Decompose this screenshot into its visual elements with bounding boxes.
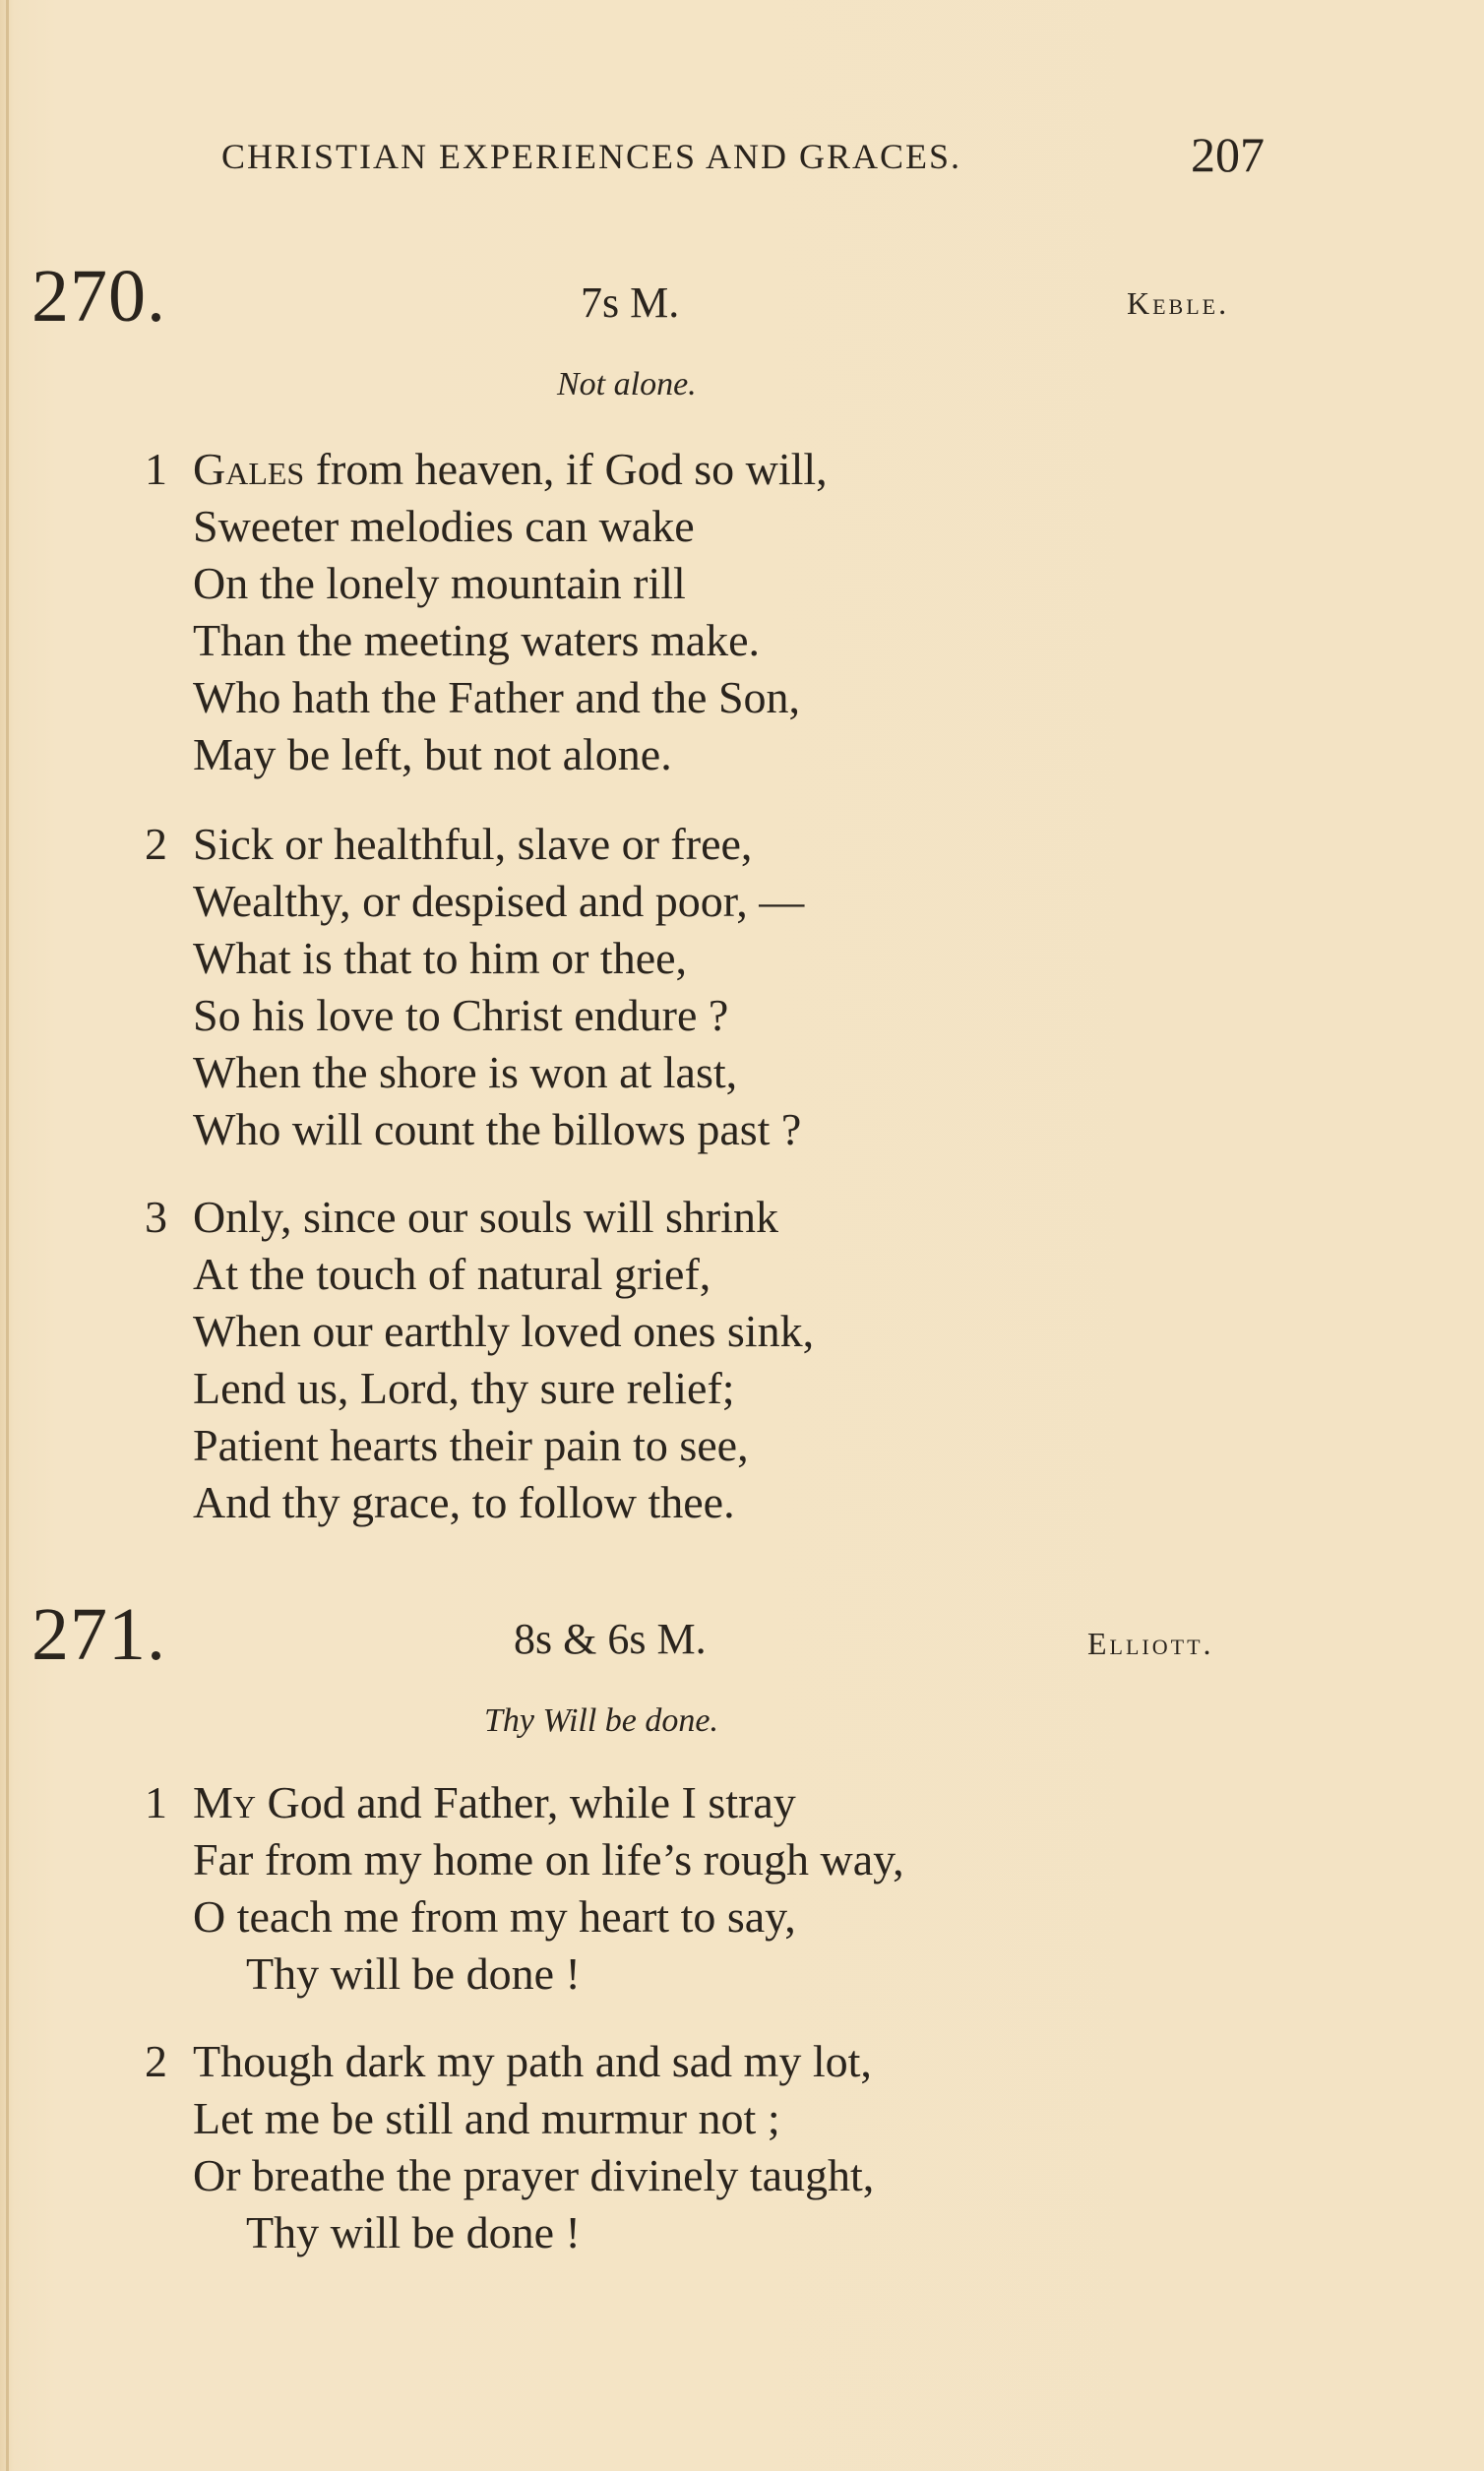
verse-line: Though dark my path and sad my lot, bbox=[193, 2036, 872, 2086]
hymn-subtitle: Thy Will be done. bbox=[484, 1702, 718, 1739]
page-number: 207 bbox=[1191, 127, 1265, 182]
verse-line: When the shore is won at last, bbox=[193, 1047, 738, 1097]
verse-line: Patient hearts their pain to see, bbox=[193, 1420, 749, 1470]
stanza-number: 1 bbox=[145, 444, 167, 494]
verse-line: When our earthly loved ones sink, bbox=[193, 1306, 815, 1356]
verse-line: Than the meeting waters make. bbox=[193, 615, 761, 665]
verse-line: Who hath the Father and the Son, bbox=[193, 672, 801, 722]
verse-line: Or breathe the prayer divinely taught, bbox=[193, 2150, 875, 2200]
stanza-number: 2 bbox=[145, 819, 167, 869]
hymn-author: Keble. bbox=[1127, 285, 1230, 321]
hymn-meter: 7s M. bbox=[581, 278, 680, 327]
verse-line: Sweeter melodies can wake bbox=[193, 501, 695, 551]
verse-line: May be left, but not alone. bbox=[193, 729, 672, 779]
page-edge bbox=[6, 0, 9, 2471]
verse-line: Gales from heaven, if God so will, bbox=[193, 444, 828, 494]
verse-line: Only, since our souls will shrink bbox=[193, 1192, 778, 1242]
refrain-line: Thy will be done ! bbox=[246, 1948, 581, 1999]
verse-line: And thy grace, to follow thee. bbox=[193, 1477, 735, 1527]
verse-line: Sick or healthful, slave or free, bbox=[193, 819, 753, 869]
hymn-meter: 8s & 6s M. bbox=[514, 1615, 707, 1663]
lead-caps: My bbox=[193, 1777, 257, 1827]
hymn-author: Elliott. bbox=[1087, 1626, 1214, 1661]
hymn-number: 270. bbox=[31, 255, 166, 338]
verse-line: On the lonely mountain rill bbox=[193, 558, 686, 608]
lead-caps: Gales bbox=[193, 444, 305, 494]
refrain-line: Thy will be done ! bbox=[246, 2207, 581, 2257]
verse-line: At the touch of natural grief, bbox=[193, 1249, 711, 1299]
verse-line: What is that to him or thee, bbox=[193, 933, 688, 983]
verse-line: Lend us, Lord, thy sure relief; bbox=[193, 1363, 735, 1413]
verse-line: O teach me from my heart to say, bbox=[193, 1891, 796, 1942]
stanza-number: 1 bbox=[145, 1777, 167, 1827]
running-title: CHRISTIAN EXPERIENCES AND GRACES. bbox=[221, 137, 962, 176]
verse-line: So his love to Christ endure ? bbox=[193, 990, 729, 1040]
hymn-subtitle: Not alone. bbox=[557, 366, 697, 402]
stanza-number: 2 bbox=[145, 2036, 167, 2086]
verse-line: Let me be still and murmur not ; bbox=[193, 2093, 780, 2143]
verse-line: Far from my home on life’s rough way, bbox=[193, 1834, 904, 1884]
verse-line: Wealthy, or despised and poor, — bbox=[193, 876, 805, 926]
stanza-number: 3 bbox=[145, 1192, 167, 1242]
verse-line: Who will count the billows past ? bbox=[193, 1104, 802, 1154]
hymn-number: 271. bbox=[31, 1593, 166, 1676]
verse-line: My God and Father, while I stray bbox=[193, 1777, 796, 1827]
